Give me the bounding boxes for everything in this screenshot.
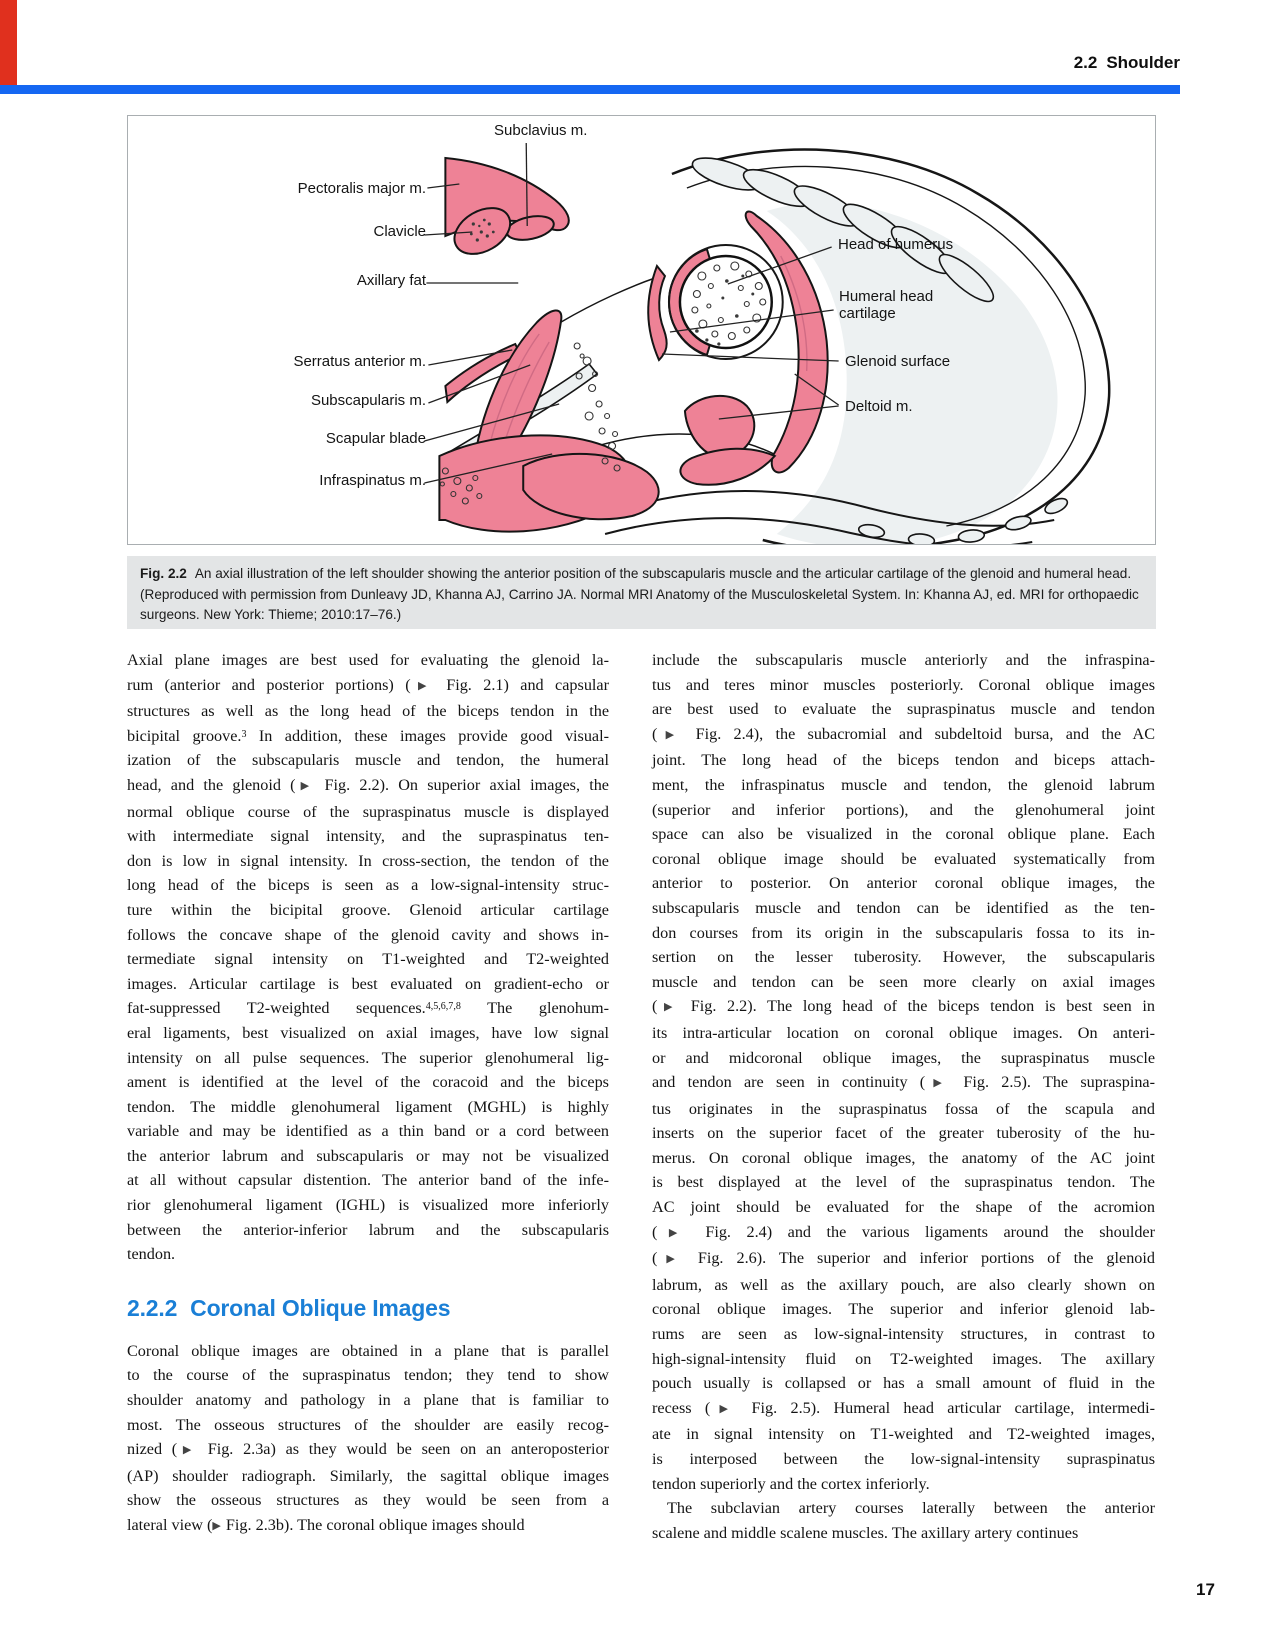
chapter-tab [0, 0, 17, 85]
text-line: at all without capsular distention. The anterior band of the infe- [127, 1171, 609, 1190]
running-head-title: Shoulder [1106, 53, 1180, 72]
text-line: Coronal oblique images are obtained in a plane that is parallel [127, 1341, 609, 1360]
text-line: AC joint should be evaluated for the shape of the acromion [652, 1198, 1155, 1217]
text-line: merus. On coronal oblique images, the anatomy of the AC joint [652, 1148, 1155, 1167]
text-line: subscapularis muscle and tendon can be identified as the ten- [652, 898, 1155, 917]
text-line: The subclavian artery courses laterally between the anterior [667, 1499, 1155, 1518]
text-line: ment, the infraspinatus muscle and tendon, the glenoid labrum [652, 775, 1155, 794]
running-head-number: 2.2 [1073, 53, 1098, 72]
text-line: muscle and tendon can be seen more clearly on axial images [652, 972, 1155, 991]
text-line: between the anterior-inferior labrum and the subscapularis [127, 1220, 609, 1239]
text-line: variable and may be identified as a thin band or a cord between [127, 1122, 609, 1141]
figure-label-infraspinatus: Infraspinatus m. [319, 472, 426, 489]
text-line: and tendon are seen in continuity (▶ Fig. 2.5). The supraspina- [652, 1073, 1155, 1092]
text-line: don is low in signal intensity. In cross-section, the tendon of the [127, 851, 609, 870]
text-line: tus and teres minor muscles posteriorly. Coronal oblique images [652, 675, 1155, 694]
text-line: intensity on all pulse sequences. The superior glenohumeral lig- [127, 1048, 609, 1067]
figure-label-pectoralis-major: Pectoralis major m. [297, 180, 426, 197]
text-line: (AP) shoulder radiograph. Similarly, the sagittal oblique images [127, 1466, 609, 1485]
figure-label-clavicle: Clavicle [373, 223, 426, 240]
text-line: fat-suppressed T2-weighted sequences.$^{4,5,6,7,8}$ The glenohum- [127, 999, 609, 1018]
text-paragraph [652, 1496, 1155, 1545]
text-line: recess (▶ Fig. 2.5). Humeral head articular cartilage, intermedi- [652, 1398, 1155, 1417]
text-line: coronal oblique image should be evaluated systematically from [652, 849, 1155, 868]
text-line: shoulder anatomy and pathology in a plane that is familiar to [127, 1391, 609, 1410]
figure-label-deltoid: Deltoid m. [845, 398, 913, 415]
figure-label-axillary-fat: Axillary fat [356, 272, 426, 289]
figure-label-scapular-blade: Scapular blade [325, 430, 426, 447]
text-line: ization of the subscapularis muscle and tendon, the humeral [127, 751, 609, 770]
text-paragraph [127, 1339, 609, 1540]
text-line: is interposed between the low-signal-intensity supraspinatus [652, 1450, 1155, 1468]
text-line: tendon superiorly and the cortex inferiorly. [652, 1474, 930, 1493]
text-paragraph [127, 648, 609, 1267]
text-line: (superior and inferior portions), and the glenohumeral joint [652, 800, 1155, 819]
text-line: bicipital groove.$^3$ In addition, these images provide good visual- [127, 726, 609, 745]
text-line: termediate signal intensity on T1-weighted and T2-weighted [127, 950, 609, 969]
text-line: or and midcoronal oblique images, the supraspinatus muscle [652, 1048, 1155, 1067]
figure-label-head-of-humerus: Head of humerus [838, 236, 954, 253]
running-head [1074, 53, 1180, 73]
figure-label-serratus-anterior: Serratus anterior m. [293, 353, 426, 370]
text-line: coronal oblique images. The superior and inferior glenoid lab- [652, 1300, 1155, 1319]
text-line: tus originates in the supraspinatus fossa of the scapula and [652, 1099, 1155, 1118]
text-line: follows the concave shape of the glenoid cavity and shows in- [127, 925, 609, 944]
text-line: eral ligaments, best visualized on axial images, have low signal [127, 1023, 609, 1042]
text-line: don courses from its origin in the subscapularis fossa to its in- [652, 923, 1155, 942]
text-line: high-signal-intensity fluid on T2-weighted images. The axillary [652, 1349, 1155, 1368]
text-paragraph [652, 648, 1155, 1496]
text-line: labrum, as well as the axillary pouch, are also clearly shown on [652, 1275, 1155, 1294]
text-line: sertion on the lesser tuberosity. However, the subscapularis [652, 948, 1155, 967]
section-heading-title: Coronal Oblique Images [190, 1294, 451, 1321]
text-line: images. Articular cartilage is best evaluated on gradient-echo or [127, 974, 609, 993]
text-line: scalene and middle scalene muscles. The axillary artery continues [652, 1523, 1079, 1542]
text-line: to the course of the supraspinatus tendon; they tend to show [127, 1366, 609, 1385]
text-line: rum (anterior and posterior portions) (▶ Fig. 2.1) and capsular [127, 675, 609, 694]
text-line: joint. The long head of the biceps tendon and biceps attach- [652, 751, 1155, 770]
text-line: inserts on the superior facet of the greater tuberosity of the hu- [652, 1124, 1155, 1143]
figure-label-subscapularis: Subscapularis m. [310, 392, 426, 409]
figure-panel [127, 115, 1156, 545]
caption-text: An axial illustration of the left shoulder showing the anterior position of the subscapularis muscle and the articular cartilage of the glenoid and humeral head. (Reproduced with permission from Dunleavy JD, Khanna AJ, Carrino JA. Normal MRI Anatomy of the Musculoskeletal System. In: Khanna AJ, ed. MRI for orthopaedic surgeons. New York: Thieme; 2010:17–76.) [140, 566, 1139, 623]
text-line: lateral view (▶ Fig. 2.3b). The coronal oblique images should [127, 1516, 525, 1534]
text-line: ament is identified at the level of the coracoid and the biceps [127, 1073, 609, 1092]
text-line: ture within the bicipital groove. Glenoid articular cartilage [127, 900, 609, 919]
figure-caption [127, 556, 1156, 629]
text-line: (▶ Fig. 2.6). The superior and inferior portions of the glenoid [652, 1249, 1155, 1268]
text-line: are best used to evaluate the supraspinatus muscle and tendon [652, 700, 1155, 719]
text-line: Axial plane images are best used for evaluating the glenoid la- [127, 651, 609, 669]
text-line: anterior to posterior. On anterior coronal oblique images, the [652, 874, 1155, 893]
figure-label-humeral-head-cartilage: Humeral head cartilage [839, 288, 934, 322]
body-right-column [652, 648, 1155, 1545]
text-line: (▶ Fig. 2.4) and the various ligaments around the shoulder [652, 1222, 1155, 1241]
text-line: long head of the biceps is seen as a low-signal-intensity struc- [127, 876, 609, 895]
text-line: (▶ Fig. 2.4), the subacromial and subdeltoid bursa, and the AC [652, 724, 1155, 743]
text-line: ate in signal intensity on T1-weighted and T2-weighted images, [652, 1425, 1155, 1444]
text-line: pouch usually is collapsed or has a small amount of fluid in the [652, 1374, 1155, 1393]
text-line: include the subscapularis muscle anteriorly and the infraspina- [652, 651, 1155, 669]
text-line: its intra-articular location on coronal oblique images. On anteri- [652, 1023, 1155, 1042]
figure-label-subclavius: Subclavius m. [494, 122, 588, 139]
figure-label-glenoid-surface: Glenoid surface [845, 353, 951, 370]
text-line: head, and the glenoid (▶ Fig. 2.2). On superior axial images, the [127, 775, 609, 794]
text-line: is best displayed at the level of the supraspinatus tendon. The [652, 1173, 1155, 1192]
text-line: nized (▶ Fig. 2.3a) as they would be seen on an anteroposterior [127, 1440, 609, 1459]
text-line: rums are seen as low-signal-intensity structures, in contrast to [652, 1325, 1155, 1344]
text-line: the anterior labrum and subscapularis or may not be visualized [127, 1146, 609, 1165]
header-rule [0, 85, 1180, 94]
text-line: tendon. The middle glenohumeral ligament (MGHL) is highly [127, 1097, 609, 1116]
text-line: rior glenohumeral ligament (IGHL) is visualized more inferiorly [127, 1196, 609, 1215]
section-heading-number: 2.2.2 [127, 1294, 178, 1321]
text-line: space can also be visualized in the coronal oblique plane. Each [652, 825, 1155, 844]
page-number: 17 [1196, 1580, 1215, 1599]
body-left-column [127, 648, 609, 1540]
text-line: tendon. [127, 1245, 176, 1264]
text-line: show the osseous structures as they would be seen from a [127, 1491, 609, 1510]
text-line: most. The osseous structures of the shoulder are easily recog- [127, 1415, 609, 1434]
text-line: (▶ Fig. 2.2). The long head of the biceps tendon is best seen in [652, 997, 1156, 1016]
caption-label: Fig. 2.2 [140, 566, 187, 581]
section-heading [127, 1293, 609, 1323]
text-line: normal oblique course of the supraspinatus muscle is displayed [127, 802, 609, 821]
text-line: structures as well as the long head of the biceps tendon in the [127, 702, 609, 721]
text-line: with intermediate signal intensity, and the supraspinatus ten- [127, 827, 609, 846]
